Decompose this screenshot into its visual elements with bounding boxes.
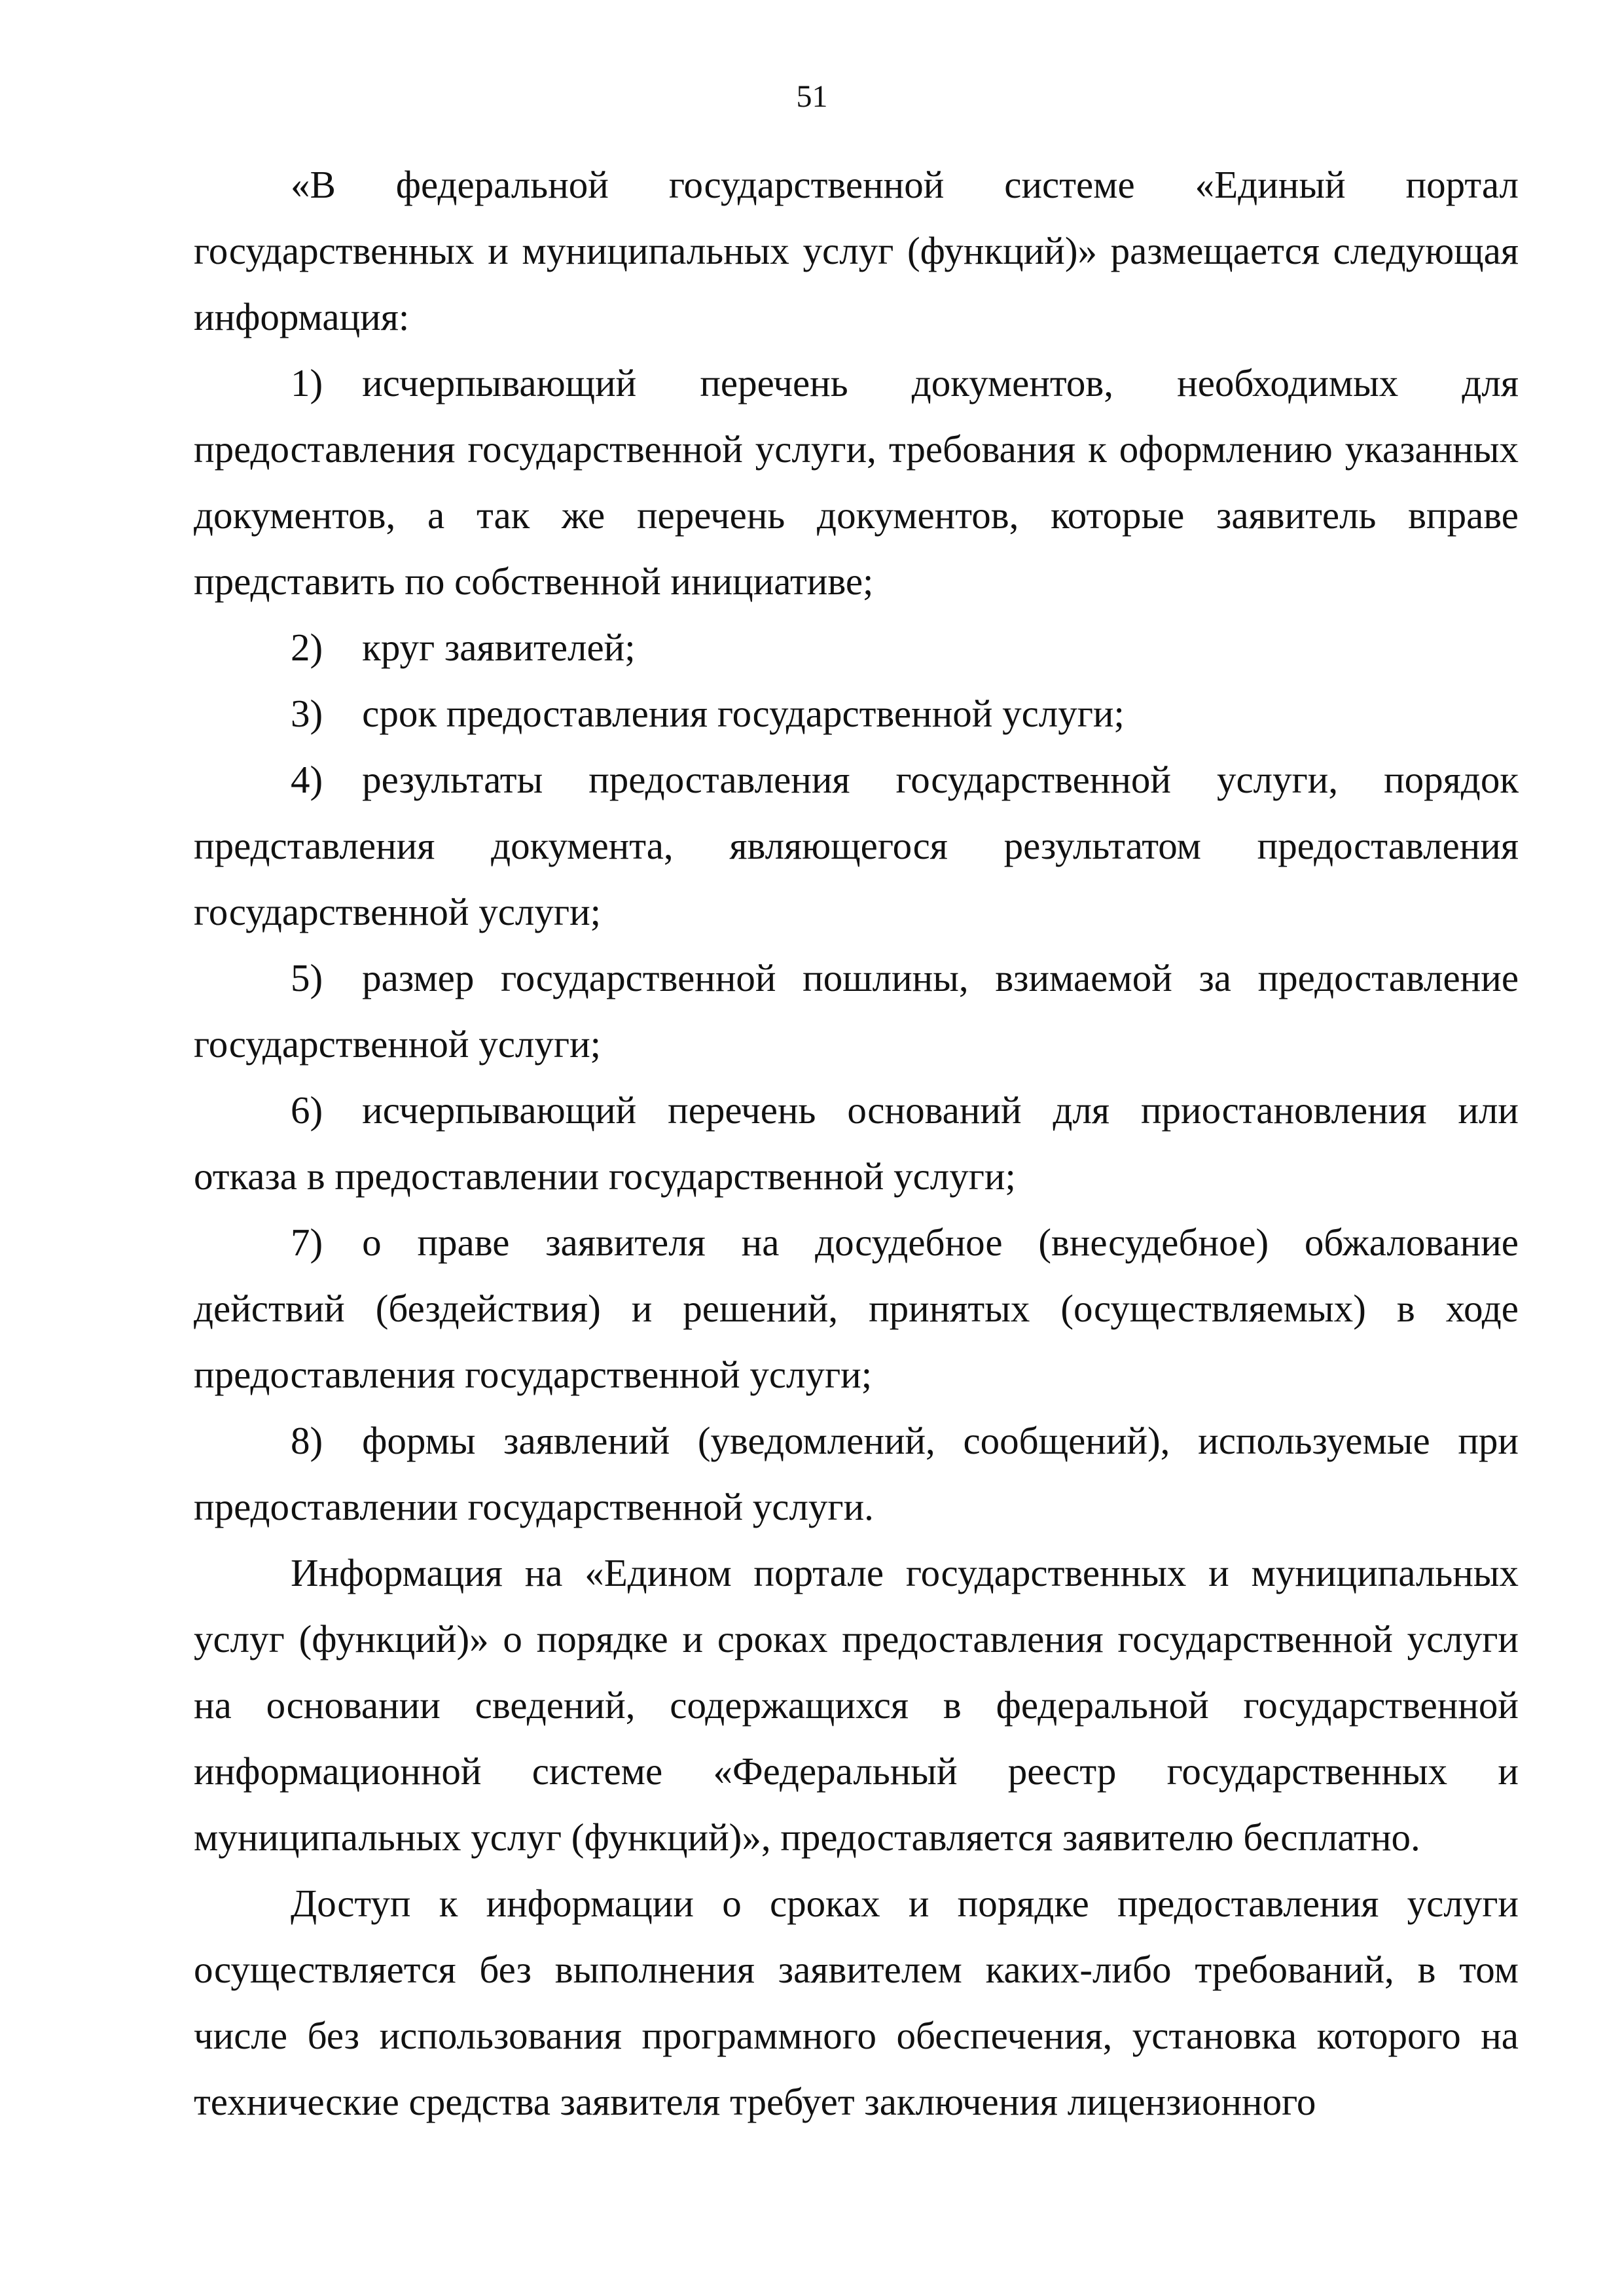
list-item-number: 2)	[291, 626, 323, 669]
list-item-7	[194, 1210, 1519, 1408]
list-item-6	[194, 1077, 1519, 1210]
paragraph-access: Доступ к информации о сроках и порядке предоставления услуги осуществляется без выполнения заявителем каких-либо требований, в том числе без использования программного обеспечения, установка которого на технические средства заявителя требует заключения лицензионного	[194, 1882, 1519, 2123]
list-item-3	[194, 681, 1519, 747]
list-item-number: 1)	[291, 361, 323, 404]
list-item-text: размер государственной пошлины, взимаемой за предоставление государственной услуги;	[194, 956, 1519, 1066]
list-item-text: формы заявлений (уведомлений, сообщений), используемые при предоставлении государственной услуги.	[194, 1419, 1519, 1528]
list-item-number: 5)	[291, 956, 323, 999]
list-item-text: исчерпывающий перечень оснований для приостановления или отказа в предоставлении государственной услуги;	[194, 1088, 1519, 1198]
list-item-number: 6)	[291, 1088, 323, 1132]
page-number: 51	[796, 79, 828, 114]
list-item-2	[194, 615, 1519, 681]
list-item-text: круг заявителей;	[362, 626, 636, 669]
list-item-number: 8)	[291, 1419, 323, 1462]
list-item-1	[194, 350, 1519, 615]
list-item-number: 7)	[291, 1221, 323, 1264]
list-item-text: исчерпывающий перечень документов, необходимых для предоставления государственной услуги, требования к оформлению указанных документов, а так же перечень документов, которые заявитель вправе представить по собственной инициативе;	[194, 361, 1519, 603]
paragraph-info-portal: Информация на «Едином портале государственных и муниципальных услуг (функций)» о порядке и сроках предоставления государственной услуги на основании сведений, содержащихся в федеральной государственной информационной системе «Федеральный реестр государственных и муниципальных услуг (функций)», предоставляется заявителю бесплатно.	[194, 1551, 1519, 1859]
list-item-number: 3)	[291, 692, 323, 735]
list-item-5	[194, 945, 1519, 1077]
list-item-number: 4)	[291, 758, 323, 801]
intro-paragraph: «В федеральной государственной системе «Единый портал государственных и муниципальных услуг (функций)» размещается следующая информация:	[194, 163, 1519, 338]
document-body	[194, 152, 1519, 2135]
list-item-text: срок предоставления государственной услуги;	[362, 692, 1125, 735]
list-item-4	[194, 747, 1519, 945]
list-item-8	[194, 1408, 1519, 1540]
list-item-text: о праве заявителя на досудебное (внесудебное) обжалование действий (бездействия) и решений, принятых (осуществляемых) в ходе предоставления государственной услуги;	[194, 1221, 1519, 1396]
list-item-text: результаты предоставления государственной услуги, порядок представления документа, являющегося результатом предоставления государственной услуги;	[194, 758, 1519, 933]
